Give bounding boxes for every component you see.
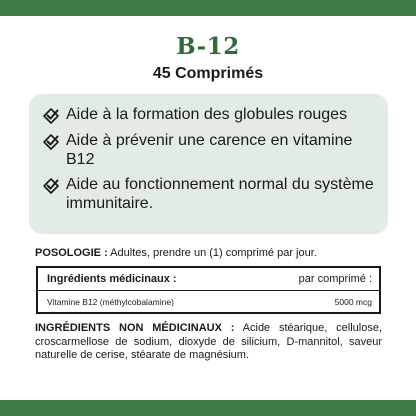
product-title: B-12: [176, 33, 240, 60]
table-header-ingredients: Ingrédients médicinaux :: [47, 273, 177, 285]
dosage-text: [35, 246, 385, 260]
medicinal-ingredients-table: [36, 266, 381, 314]
product-count: 45 Comprimés: [152, 65, 264, 82]
benefit-item: [42, 105, 374, 125]
benefit-text: Aide à la formation des globules rouges: [66, 106, 348, 123]
table-header: [38, 268, 379, 291]
benefit-item: [42, 131, 374, 169]
table-row: [38, 291, 379, 313]
table-header-per-tablet: par comprimé :: [298, 273, 372, 285]
non-medicinal-ingredients: [35, 322, 382, 363]
benefit-text: Aide à prévenir une carence en vitamine B12: [66, 132, 353, 168]
top-green-bar: [0, 0, 416, 16]
non-medicinal-label: INGRÉDIENTS NON MÉDICINAUX :: [35, 322, 235, 334]
ingredient-amount: 5000 mcg: [334, 297, 372, 307]
check-diamond-icon: [42, 177, 60, 195]
dosage-label: POSOLOGIE :: [35, 247, 108, 259]
ingredient-name: Vitamine B12 (méthylcobalamine): [47, 297, 174, 307]
benefit-item: [42, 175, 374, 213]
bottom-green-bar: [0, 400, 416, 416]
check-diamond-icon: [42, 133, 60, 151]
non-medicinal-text: Acide stéarique, cellulose, croscarmellose de sodium, dioxyde de silicium, D-mannitol, saveur naturelle de cerise, stéarate de magnésium.: [35, 322, 382, 361]
benefits-panel: [29, 94, 388, 234]
dosage-value: Adultes, prendre un (1) comprimé par jour.: [107, 247, 317, 259]
check-diamond-icon: [42, 107, 60, 125]
benefit-text: Aide au fonctionnement normal du système immunitaire.: [66, 176, 374, 212]
